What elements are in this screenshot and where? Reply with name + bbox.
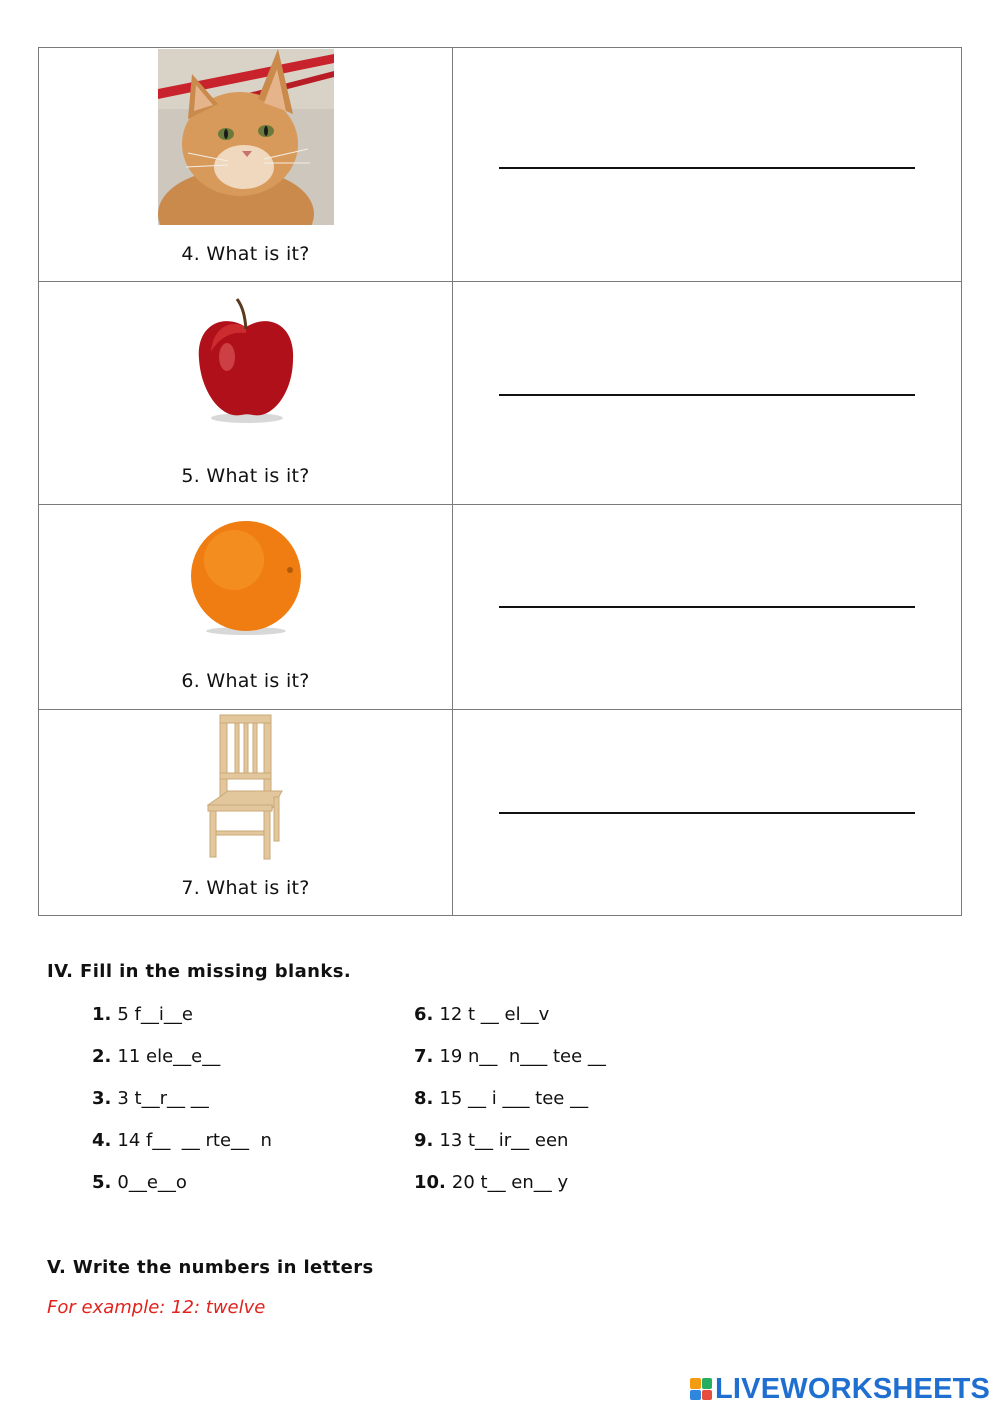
answer-cell [453,282,962,505]
answer-cell [453,48,962,282]
liveworksheets-logo[interactable] [690,1373,990,1405]
answer-input[interactable] [499,363,919,395]
table-row [39,48,962,282]
answer-line [499,812,915,814]
answer-cell [453,505,962,710]
section-iv-title: IV. Fill in the missing blanks. [47,961,352,982]
picture-cell [39,505,453,710]
answer-line [499,167,915,169]
logo-icon [690,1378,712,1400]
question-label: 5. What is it? [181,465,310,487]
list-item: 10. 20 t__ en__ y [414,1172,569,1193]
apple-picture [191,297,301,427]
cat-picture [158,49,334,225]
table-row [39,505,962,710]
table-row [39,282,962,505]
list-item: 6. 12 t __ el__v [414,1004,550,1025]
answer-cell [453,710,962,916]
answer-input[interactable] [499,136,919,168]
list-item: 5. 0__e__o [92,1172,187,1193]
answer-line [499,606,915,608]
chair-picture [206,713,286,861]
list-item: 4. 14 f__ __ rte__ n [92,1130,272,1151]
answer-line [499,394,915,396]
list-item: 8. 15 __ i ___ tee __ [414,1088,589,1109]
orange-picture [186,518,306,638]
table-row [39,710,962,916]
example-text: For example: 12: twelve [47,1297,266,1318]
question-label: 7. What is it? [181,877,310,899]
answer-input[interactable] [499,575,919,607]
list-item: 7. 19 n__ n___ tee __ [414,1046,606,1067]
picture-question-table [38,47,962,916]
section-v-title: V. Write the numbers in letters [47,1257,374,1278]
question-label: 4. What is it? [181,243,310,265]
list-item: 3. 3 t__r__ __ [92,1088,209,1109]
list-item: 9. 13 t__ ir__ een [414,1130,569,1151]
logo-text: LIVEWORKSHEETS [715,1372,991,1405]
list-item: 2. 11 ele__e__ [92,1046,221,1067]
picture-cell [39,48,453,282]
picture-cell [39,282,453,505]
list-item: 1. 5 f__i__e [92,1004,193,1025]
question-label: 6. What is it? [181,670,310,692]
picture-cell [39,710,453,916]
answer-input[interactable] [499,781,919,813]
